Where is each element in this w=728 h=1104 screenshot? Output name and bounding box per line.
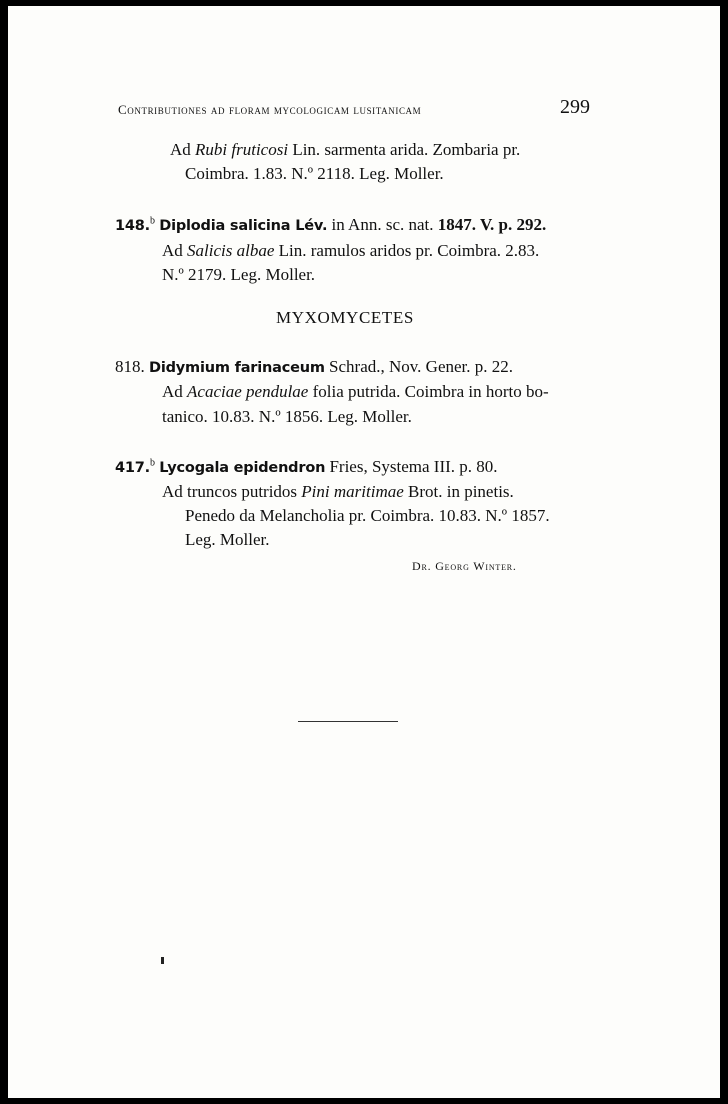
section-divider bbox=[298, 721, 398, 722]
didymium-heading bbox=[115, 357, 513, 377]
didymium-line-3: tanico. 10.83. N.º 1856. Leg. Moller. bbox=[162, 407, 412, 426]
rubi-line1-post: Lin. sarmenta arida. Zombaria pr. bbox=[288, 140, 521, 159]
didymium-line2-post: folia putrida. Coimbra in horto bo- bbox=[308, 382, 549, 401]
lycogala-line-4: Leg. Moller. bbox=[185, 530, 270, 549]
lycogala-line2-pre: Ad truncos putridos bbox=[162, 482, 302, 501]
lycogala-citation: Fries, Systema III. p. 80. bbox=[325, 457, 498, 476]
diplodia-line-3: N.º 2179. Leg. Moller. bbox=[162, 265, 316, 284]
didymium-species-name: Didymium farinaceum bbox=[149, 360, 325, 376]
diplodia-line2-post: Lin. ramulos aridos pr. Coimbra. 2.83. bbox=[274, 241, 540, 260]
lycogala-line-2 bbox=[162, 482, 514, 502]
diplodia-heading bbox=[115, 215, 546, 235]
lycogala-number: 417. bbox=[115, 460, 150, 476]
document-page bbox=[8, 6, 720, 1098]
rubi-line-2: Coimbra. 1.83. N.º 2118. Leg. Moller. bbox=[185, 164, 444, 183]
didymium-host-name: Acaciae pendulae bbox=[187, 382, 309, 401]
didymium-line2-pre: Ad bbox=[162, 382, 188, 401]
diplodia-number: 148. bbox=[115, 218, 150, 234]
diplodia-number-sup: b bbox=[149, 215, 155, 227]
page-number: 299 bbox=[560, 96, 590, 118]
diplodia-citation-volume: 1847. V. p. 292. bbox=[437, 215, 547, 234]
lycogala-number-sup: b bbox=[149, 457, 155, 469]
rubi-line1-pre: Ad bbox=[170, 140, 196, 159]
diplodia-citation: in Ann. sc. nat. bbox=[327, 215, 438, 234]
didymium-number: 818. bbox=[115, 357, 149, 376]
diplodia-line2-pre: Ad bbox=[162, 241, 188, 260]
rubi-line-1 bbox=[170, 140, 520, 160]
section-title: MYXOMYCETES bbox=[276, 308, 414, 327]
diplodia-line-2 bbox=[162, 241, 539, 261]
lycogala-heading bbox=[115, 457, 498, 477]
running-header: Contributiones ad floram mycologicam lusitanicam bbox=[118, 102, 422, 117]
diplodia-host-name: Salicis albae bbox=[187, 241, 275, 260]
lycogala-line2-post: Brot. in pinetis. bbox=[403, 482, 514, 501]
rubi-host-name: Rubi fruticosi bbox=[195, 140, 289, 159]
didymium-citation: Schrad., Nov. Gener. p. 22. bbox=[324, 357, 514, 376]
lycogala-line-3: Penedo da Melancholia pr. Coimbra. 10.83. N.º 1857. bbox=[185, 506, 550, 525]
lycogala-host-name: Pini maritimae bbox=[301, 482, 404, 501]
diplodia-species-name: Diplodia salicina Lév. bbox=[159, 218, 328, 234]
author-signature: Dr. Georg Winter. bbox=[412, 559, 517, 573]
didymium-line-2 bbox=[162, 382, 549, 402]
ink-mark bbox=[161, 957, 164, 964]
lycogala-species-name: Lycogala epidendron bbox=[159, 460, 326, 476]
